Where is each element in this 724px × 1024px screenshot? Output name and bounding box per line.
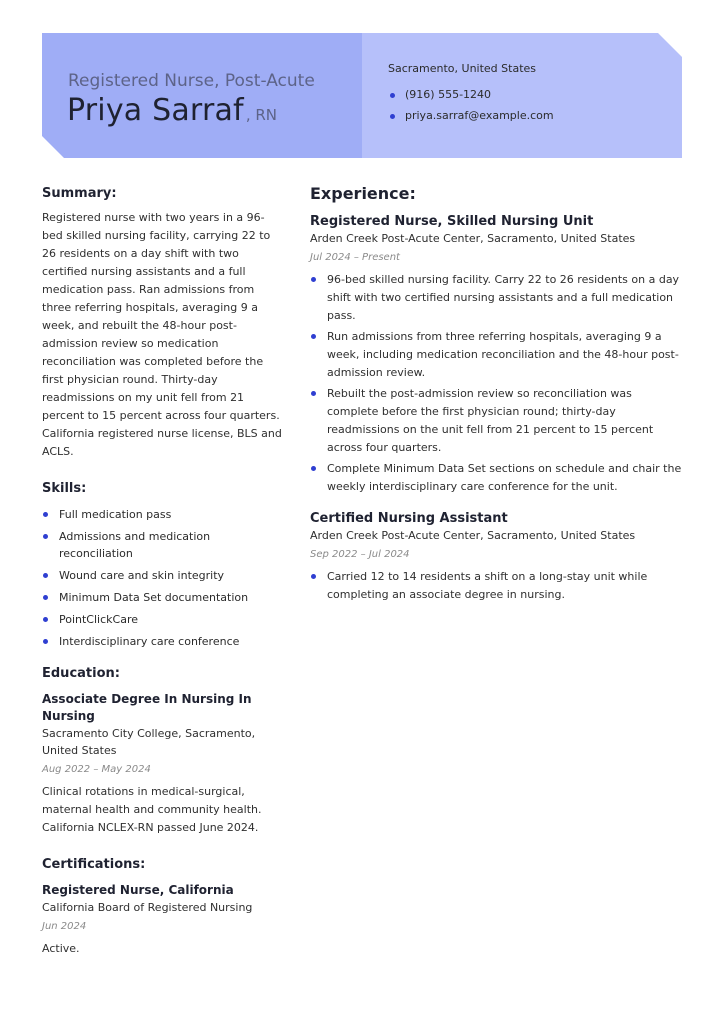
- school-name: Sacramento City College, Sacramento, United States: [42, 727, 256, 757]
- certification-name: Registered Nurse, California: [42, 883, 234, 897]
- job-bullet: [310, 460, 682, 496]
- bullet-text: Carried 12 to 14 residents a shift on a long-stay unit while completing an associate degree in nursing.: [327, 570, 648, 601]
- bullet-dot-icon: [390, 93, 395, 98]
- skills-section: [42, 481, 282, 650]
- credential-suffix: , RN: [245, 106, 278, 124]
- summary-heading: Summary:: [42, 186, 117, 201]
- skill-item: [42, 528, 282, 562]
- bullet-dot-icon: [311, 277, 316, 282]
- skill-label: Full medication pass: [59, 508, 172, 521]
- bullet-dot-icon: [311, 391, 316, 396]
- contact-phone: [388, 88, 554, 109]
- skills-heading: Skills:: [42, 481, 87, 496]
- job-bullets: [310, 271, 682, 496]
- job-entry: [310, 213, 682, 496]
- job-bullet: [310, 568, 682, 604]
- skill-item: [42, 567, 282, 584]
- certification-issuer: California Board of Registered Nursing: [42, 901, 253, 914]
- education-heading: Education:: [42, 666, 120, 681]
- certification-status: Active.: [42, 942, 80, 955]
- right-column: [310, 184, 682, 624]
- bullet-text: Run admissions from three referring hospitals, averaging 9 a week, including medication reconciliation and the 48-hour post-admission review.: [327, 330, 679, 379]
- job-title: Registered Nurse, Skilled Nursing Unit: [310, 214, 594, 229]
- bullet-dot-icon: [311, 334, 316, 339]
- bullet-dot-icon: [43, 617, 48, 622]
- phone-text: (916) 555-1240: [405, 88, 492, 101]
- bullet-dot-icon: [43, 639, 48, 644]
- skill-label: Minimum Data Set documentation: [59, 591, 249, 604]
- job-bullet: [310, 328, 682, 382]
- education-details: Clinical rotations in medical-surgical, maternal health and community health. California NCLEX-RN passed June 2024.: [42, 785, 262, 834]
- bullet-dot-icon: [311, 466, 316, 471]
- skill-label: PointClickCare: [59, 613, 138, 626]
- bullet-text: Complete Minimum Data Set sections on schedule and chair the weekly interdisciplinary care conference for the unit.: [327, 462, 682, 493]
- experience-heading: Experience:: [310, 184, 416, 203]
- location: Sacramento, United States: [388, 62, 537, 75]
- bullet-dot-icon: [43, 512, 48, 517]
- job-entry: [310, 510, 682, 604]
- job-dates: Jul 2024 – Present: [310, 252, 400, 263]
- skill-label: Wound care and skin integrity: [59, 569, 225, 582]
- resume-header: [42, 33, 682, 158]
- job-bullets: [310, 568, 682, 604]
- bullet-dot-icon: [311, 574, 316, 579]
- bullet-text: 96-bed skilled nursing facility. Carry 22 to 26 residents on a day shift with two certified nursing assistants and a full medication pass.: [327, 273, 680, 322]
- email-text: priya.sarraf@example.com: [405, 109, 554, 122]
- job-org: Arden Creek Post-Acute Center, Sacramento, United States: [310, 529, 636, 542]
- certifications-heading: Certifications:: [42, 857, 146, 872]
- contact-list: [388, 88, 554, 130]
- bullet-text: Rebuilt the post-admission review so reconciliation was complete before the first physician round; thirty-day readmissions on the unit fell from 21 percent to 15 percent across four quarters.: [327, 387, 654, 454]
- skill-item: [42, 611, 282, 628]
- job-bullet: [310, 385, 682, 457]
- job-org: Arden Creek Post-Acute Center, Sacramento, United States: [310, 232, 636, 245]
- degree-title: Associate Degree In Nursing In Nursing: [42, 692, 252, 723]
- job-title: Certified Nursing Assistant: [310, 511, 508, 526]
- skills-list: [42, 506, 282, 650]
- summary-section: [42, 186, 282, 461]
- certification-date: Jun 2024: [42, 921, 87, 932]
- certifications-section: [42, 857, 282, 958]
- skill-item: [42, 589, 282, 606]
- skill-label: Interdisciplinary care conference: [59, 635, 240, 648]
- job-title: Registered Nurse, Post-Acute: [68, 71, 315, 91]
- job-bullet: [310, 271, 682, 325]
- candidate-name: Priya Sarraf: [67, 93, 244, 128]
- education-dates: Aug 2022 – May 2024: [42, 764, 151, 775]
- summary-text: Registered nurse with two years in a 96-bed skilled nursing facility, carrying 22 to 26 residents on a day shift with two certified nursing assistants and a full medication pass. Ran admissions from three referring hospitals, averaging 9 a week, and rebuilt the 48-hour post-admission review so medication reconciliation was completed before the first physician round. Thirty-day readmissions on my unit fell from 21 percent to 15 percent across four quarters. California registered nurse license, BLS and ACLS.: [42, 211, 282, 458]
- skill-item: [42, 633, 282, 650]
- contact-email: [388, 109, 554, 130]
- job-dates: Sep 2022 – Jul 2024: [310, 549, 410, 560]
- bullet-dot-icon: [43, 534, 48, 539]
- name-row: [67, 93, 277, 128]
- skill-item: [42, 506, 282, 523]
- skill-label: Admissions and medication reconciliation: [59, 530, 211, 560]
- bullet-dot-icon: [43, 595, 48, 600]
- bullet-dot-icon: [43, 573, 48, 578]
- bullet-dot-icon: [390, 114, 395, 119]
- education-section: [42, 666, 282, 837]
- left-column: [42, 186, 282, 978]
